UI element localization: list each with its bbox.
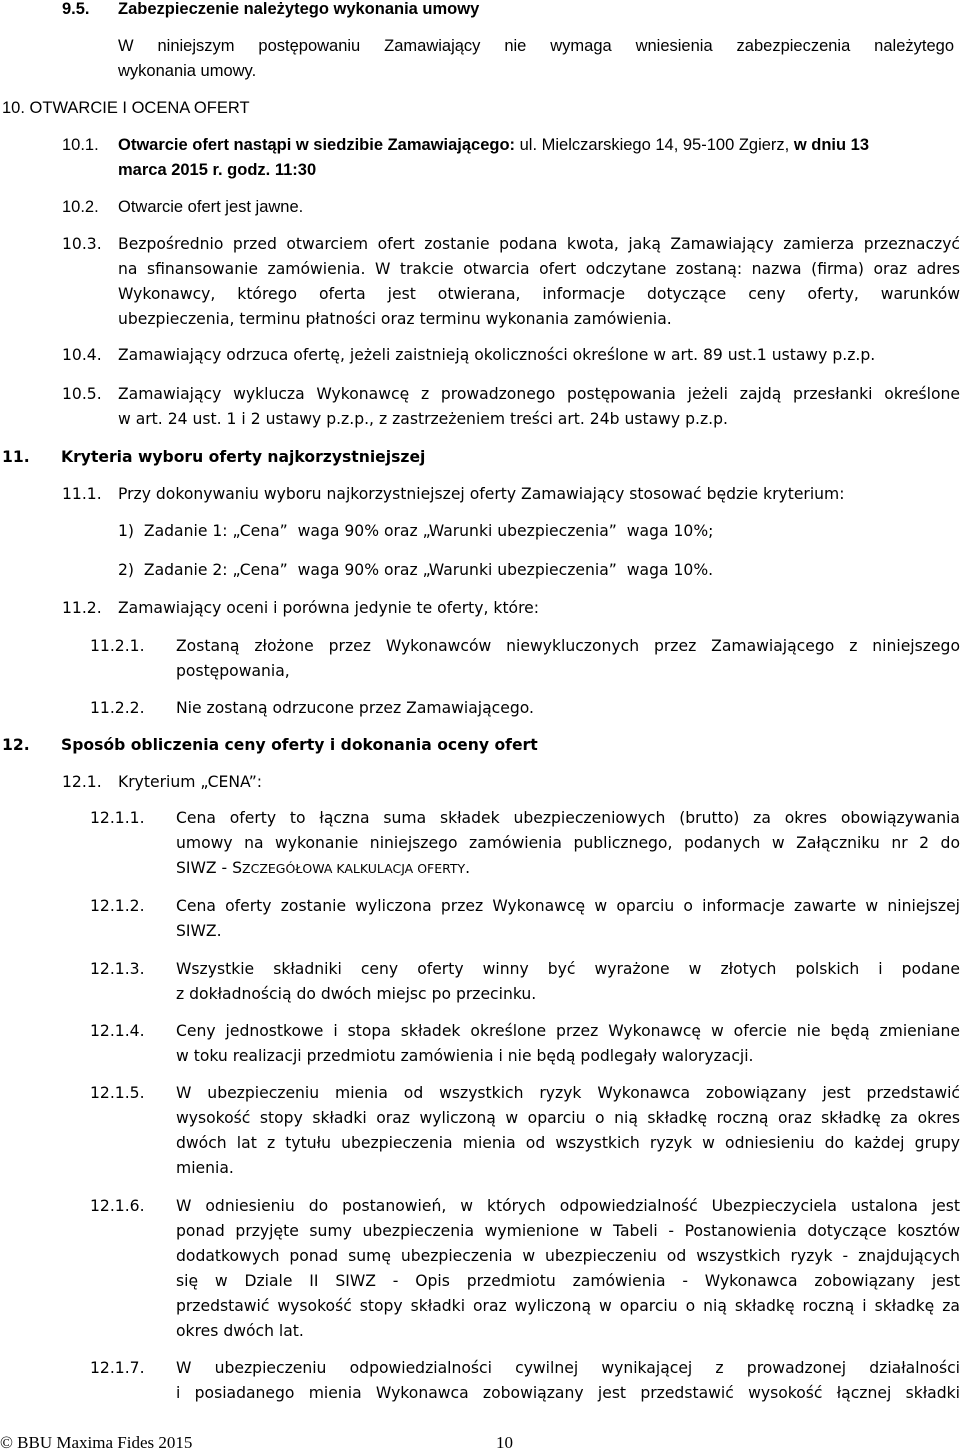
section-10-heading: 10. OTWARCIE I OCENA OFERT xyxy=(2,99,250,117)
document-page: 9.5. Zabezpieczenie należytego wykonania umowy W niniejszym postępowaniu Zamawiający nie wymaga wniesienia zabezpieczenia należytego wykonania umowy. 10. OTWARCIE I OCENA OFERT 10.1. Otwarcie ofert nastąpi w siedzibie Zamawiającego: ul. Mielczarskiego 14, 95-100 Zgierz, w dniu 13 marca 2015 r. godz. 11:30 10.2. Otwarcie ofert jest jawne. 10.3. Bezpośrednio przed otwarciem ofert zostanie podana kwota, jaką Zamawiający zamierza przeznaczyć na sfinansowanie zamówienia. W trakcie otwarcia ofert odczytane zostaną: nazwa (firma) oraz adres Wykonawcy, którego oferta jest otwierana, informacje dotyczące ceny oferty, warunków ubezpieczenia, terminu płatności oraz terminu wykonania zamówienia. 10.4. Zamawiający odrzuca ofertę, jeżeli zaistnieją okoliczności określone w art. 89 ust.1 ustawy p.z.p. 10.5. Zamawiający wyklucza Wykonawcę z prowadzonego postępowania jeżeli zajdą przesłanki określone w art. 24 ust. 1 i 2 ustawy p.z.p., z zastrzeżeniem treści art. 24b ustawy p.z.p. 11. Kryteria wyboru oferty najkorzystniejszej 11.1. Przy dokonywaniu wyboru najkorzystniejszej oferty Zamawiający stosować będzie kryterium: 1) Zadanie 1: „Cena” waga 90% oraz „Warunki ubezpieczenia” waga 10%; 2) Zadanie 2: „Cena” waga 90% oraz „Warunki ubezpieczenia” waga 10%. 11.2. Zamawiający oceni i porówna jedynie te oferty, które: 11.2.1. Zostaną złożone przez Wykonawców niewykluczonych przez Zamawiającego z niniejszego postępowania, 11.2.2. Nie zostaną odrzucone przez Zamawiającego. 12. Sposób obliczenia ceny oferty i dokonania oceny ofert 12.1. Kryterium „CENA”: 12.1.1. Cena oferty to łączna suma składek ubezpieczeniowych (brutto) za okres obowiązywania umowy na wykonanie niniejszego zamówienia publicznego, podanych w Załączniku nr 2 do SIWZ - SZCZEGÓŁOWA KALKULACJA OFERTY. 12.1.2. Cena oferty zostanie wyliczona przez Wykonawcę w oparciu o informacje zawarte w niniejszej SIWZ. 12.1.3. Wszystkie składniki ceny oferty winny być wyrażone w złotych polskich i podane z dokładnością do dwóch miejsc po przecinku. 12.1.4. Ceny jednostkowe i stopa składek określone przez Wykonawcę w ofercie nie będą zmieniane w toku realizacji przedmiotu zamówienia i nie będą podlegały waloryzacji. 12.1.5. W ubezpieczeniu mienia od wszystkich ryzyk Wykonawca zobowiązany jest przedstawić wysokość stopy składki oraz wyliczoną w oparciu o nią składkę roczną oraz składkę za okres dwóch lat z tytułu ubezpieczenia mienia od wszystkich ryzyk w odniesieniu do każdej grupy mienia. 12.1.6. W odniesieniu do postanowień, w których odpowiedzialność Ubezpieczyciela ustalona jest ponad przyjęte sumy ubezpieczenia wymienione w Tabeli - Postanowienia dotyczące kosztów dodatkowych ponad sumę ubezpieczenia w ubezpieczeniu od wszystkich ryzyk - znajdujących się w Dziale II SIWZ - Opis przedmiotu zamówienia - Wykonawca zobowiązany jest przedstawić wysokość stopy składki oraz wyliczoną w oparciu o nią składkę roczną i składkę za okres dwóch lat. 12.1.7. W ubezpieczeniu odpowiedzialności cywilnej wynikającej z prowadzonej działalności i posiadanego mienia Wykonawca zobowiązany jest przedstawić wysokość łącznej składki © BBU Maxima Fides 2015 10 xyxy=(0,0,960,1452)
criterion-item-1: 1) Zadanie 1: „Cena” waga 90% oraz „Warunki ubezpieczenia” waga 10%; xyxy=(118,522,714,540)
footer-copyright: © BBU Maxima Fides 2015 xyxy=(0,1433,193,1452)
section-9-5-text: W niniejszym postępowaniu Zamawiający nie wymaga wniesienia zabezpieczenia należytego wykonania umowy. xyxy=(118,37,954,80)
criterion-item-2: 2) Zadanie 2: „Cena” waga 90% oraz „Warunki ubezpieczenia” waga 10%. xyxy=(118,561,714,579)
page-number: 10 xyxy=(496,1433,513,1452)
